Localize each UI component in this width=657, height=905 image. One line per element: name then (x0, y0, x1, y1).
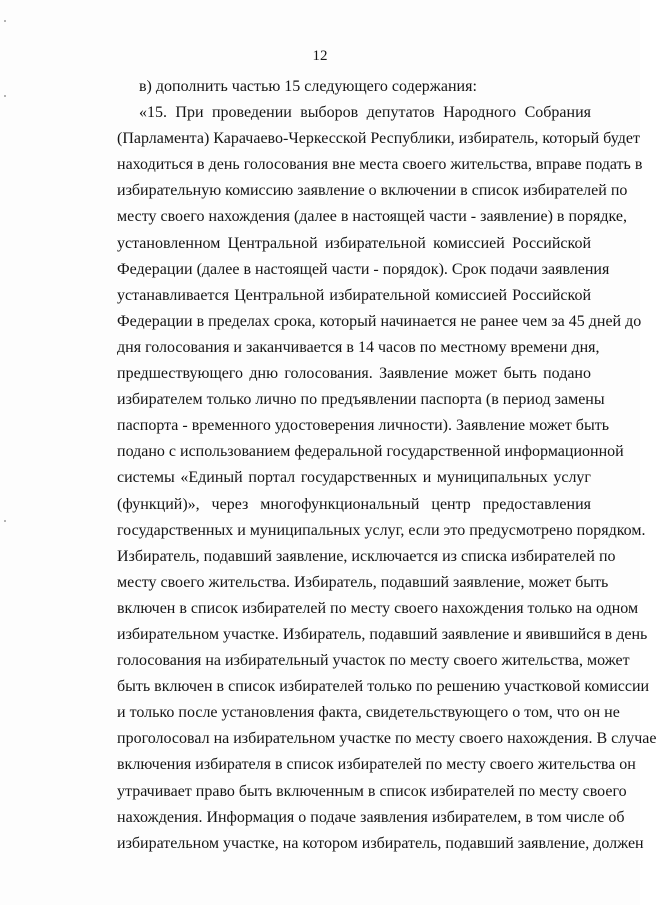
text-line: (Парламента) Карачаево-Черкесской Республики, избиратель, который будет (117, 130, 640, 148)
text-line: паспорта - временного удостоверения личности). Заявление может быть (117, 417, 609, 435)
text-line: избирательную комиссию заявление о включении в список избирателей по (117, 182, 628, 200)
text-line: быть включен в список избирателей только по решению участковой комиссии (117, 678, 650, 696)
text-line: утрачивает право быть включенным в список избирателей по месту своего (117, 782, 627, 800)
text-line: нахождения. Информация о подаче заявления избирателем, в том числе об (117, 808, 625, 826)
text-line: устанавливается Центральной избирательной комиссией Российской (117, 286, 591, 304)
text-line: в) дополнить частью 15 следующего содержания: (139, 78, 477, 95)
text-line: избирателем только лично по предъявлении паспорта (в период замены (117, 391, 605, 409)
text-line: Избиратель, подавший заявление, исключается из списка избирателей по (117, 547, 616, 565)
text-line: находиться в день голосования вне места своего жительства, вправе подать в (117, 156, 643, 174)
text-line: включения избирателя в список избирателей по месту своего жительства он (117, 756, 636, 774)
page-number: 12 (312, 48, 328, 64)
text-line: Федерации (далее в настоящей части - порядок). Срок подачи заявления (117, 260, 610, 278)
text-line: голосования на избирательный участок по месту своего жительства, может (117, 652, 630, 670)
text-line: предшествующего дню голосования. Заявление может быть подано (117, 365, 591, 383)
text-line: дня голосования и заканчивается в 14 часов по местному времени дня, (117, 338, 600, 356)
body-text (117, 74, 657, 857)
text-line: месту своего жительства. Избиратель, подавший заявление, может быть (117, 573, 609, 591)
text-line: установленном Центральной избирательной комиссией Российской (117, 234, 591, 252)
text-line: подано с использованием федеральной государственной информационной (117, 443, 624, 461)
text-line: избирательном участке, на котором избиратель, подавший заявление, должен (117, 834, 644, 852)
text-line: проголосовал на избирательном участке по месту своего нахождения. В случае (117, 730, 657, 748)
scan-margin-mark (4, 95, 6, 97)
text-line: (функций)», через многофункциональный центр предоставления (117, 495, 591, 513)
text-line: Федерации в пределах срока, который начинается не ранее чем за 45 дней до (117, 312, 642, 330)
text-line: государственных и муниципальных услуг, если это предусмотрено порядком. (117, 521, 646, 539)
text-line: включен в список избирателей по месту своего нахождения только на одном (117, 599, 639, 617)
scan-margin-mark (4, 520, 6, 522)
text-line: избирательном участке. Избиратель, подавший заявление и явившийся в день (117, 625, 648, 643)
text-line: и только после установления факта, свидетельствующего о том, что он не (117, 704, 620, 722)
text-line: «15. При проведении выборов депутатов Народного Собрания (139, 104, 591, 122)
scan-margin-mark (4, 20, 6, 22)
text-line: месту своего нахождения (далее в настоящей части - заявление) в порядке, (117, 208, 627, 226)
text-line: системы «Единый портал государственных и муниципальных услуг (117, 469, 591, 487)
